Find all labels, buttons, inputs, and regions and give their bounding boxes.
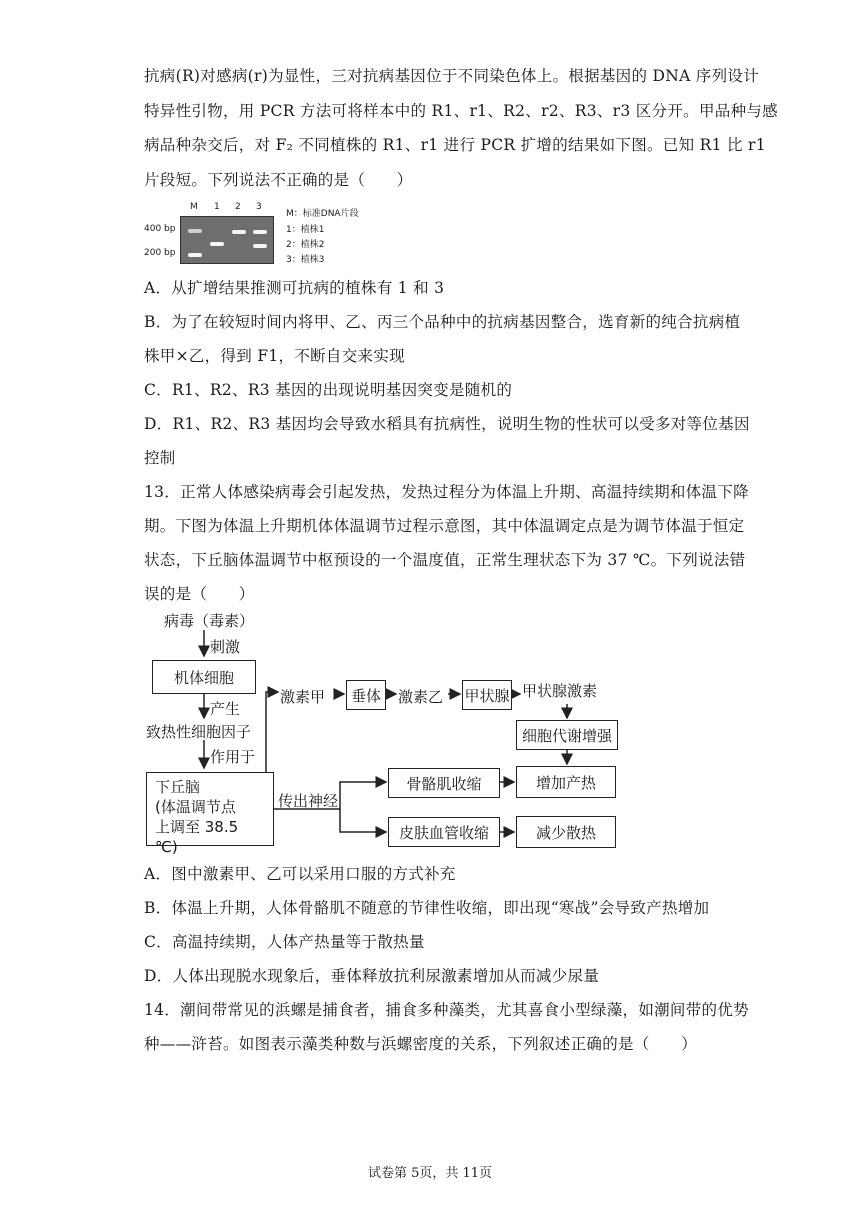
- stimulate-label: 刺激: [210, 638, 241, 656]
- q12-option-c: C．R1、R2、R3 基因的出现说明基因突变是随机的: [144, 381, 513, 399]
- q13-line-3: 状态，下丘脑体温调节中枢预设的一个温度值，正常生理状态下为 37 ℃。下列说法错: [144, 551, 746, 569]
- gel-figure: [144, 202, 384, 264]
- produce-label: 产生: [210, 700, 241, 718]
- acts-on-label: 作用于: [210, 748, 256, 766]
- thyroid-hormone-label: 甲状腺激素: [522, 682, 598, 700]
- legend-m: M：标准DNA片段: [286, 209, 359, 219]
- q13-option-d: D．人体出现脱水现象后，垂体释放抗利尿激素增加从而减少尿量: [144, 967, 600, 985]
- lane-label-3: 3: [256, 202, 262, 212]
- hypothalamus-line-3: 上调至 38.5 ℃): [155, 818, 239, 856]
- q14-line-2: 种——浒苔。如图表示藻类种数与浜螺密度的关系，下列叙述正确的是（ ）: [144, 1035, 698, 1053]
- q12-line-4: 片段短。下列说法不正确的是（ ）: [144, 171, 413, 189]
- hypothalamus-line-1: 下丘脑: [155, 778, 201, 796]
- band-lane1: [210, 242, 224, 246]
- q12-option-a: A．从扩增结果推测可抗病的植株有 1 和 3: [144, 279, 445, 297]
- q13-line-2: 期。下图为体温上升期机体体温调节过程示意图，其中体温调定点是为调节体温于恒定: [144, 517, 745, 535]
- q12-option-b: B．为了在较短时间内将甲、乙、丙三个品种中的抗病基因整合，选育新的纯合抗病植: [144, 313, 741, 331]
- heat-gain-box: 增加产热: [516, 766, 616, 798]
- q12-line-1: 抗病(R)对感病(r)为显性，三对抗病基因位于不同染色体上。根据基因的 DNA 序列设计: [144, 67, 760, 85]
- lane-label-2: 2: [235, 202, 241, 212]
- lane-label-m: M: [190, 202, 198, 212]
- legend-2: 2：植株2: [286, 240, 325, 250]
- pituitary-box: 垂体: [346, 680, 386, 710]
- metabolism-box: 细胞代谢增强: [516, 720, 618, 750]
- body-cell-box: 机体细胞: [152, 660, 256, 694]
- gel-image: [180, 216, 274, 264]
- band-m-400: [188, 229, 202, 233]
- q12-line-3: 病品种杂交后，对 F₂ 不同植株的 R1、r1 进行 PCR 扩增的结果如下图。已知 R1 比 r1: [144, 136, 766, 154]
- hormone-b-label: 激素乙: [398, 688, 444, 706]
- q12-option-d-cont: 控制: [144, 449, 176, 467]
- size-200bp: 200 bp: [144, 248, 176, 258]
- page-footer: 试卷第 5页，共 11页: [367, 1166, 493, 1181]
- q12-line-2: 特异性引物，用 PCR 方法可将样本中的 R1、r1、R2、r2、R3、r3 区分开。甲品种与感: [144, 102, 778, 120]
- hypothalamus-line-2: (体温调节点: [155, 798, 236, 816]
- q13-option-b: B．体温上升期，人体骨骼肌不随意的节律性收缩，即出现“寒战”会导致产热增加: [144, 899, 710, 917]
- efferent-nerve-label: 传出神经: [278, 792, 339, 810]
- q14-line-1: 14．潮间带常见的浜螺是捕食者，捕食多种藻类，尤其喜食小型绿藻，如潮间带的优势: [144, 1001, 749, 1019]
- q13-option-a: A．图中激素甲、乙可以采用口服的方式补充: [144, 865, 456, 883]
- pyrogen-label: 致热性细胞因子: [146, 723, 252, 741]
- q13-line-4: 误的是（ ）: [144, 585, 255, 603]
- thermoregulation-diagram: [140, 606, 640, 856]
- band-lane2: [232, 230, 246, 234]
- q12-option-b-cont: 株甲×乙，得到 F1，不断自交来实现: [144, 347, 405, 365]
- hormone-a-label: 激素甲: [280, 688, 326, 706]
- thyroid-box: 甲状腺: [462, 680, 512, 710]
- skin-box: 皮肤血管收缩: [388, 817, 500, 847]
- size-400bp: 400 bp: [144, 224, 176, 234]
- q13-line-1: 13．正常人体感染病毒会引起发热，发热过程分为体温上升期、高温持续期和体温下降: [144, 483, 749, 501]
- hypothalamus-box: [146, 772, 274, 856]
- lane-label-1: 1: [214, 202, 220, 212]
- band-lane3-lower: [253, 244, 267, 248]
- band-lane3-upper: [253, 230, 267, 234]
- q13-option-c: C．高温持续期，人体产热量等于散热量: [144, 933, 425, 951]
- legend-1: 1：植株1: [286, 225, 325, 235]
- heat-loss-box: 减少散热: [516, 816, 616, 848]
- q12-option-d: D．R1、R2、R3 基因均会导致水稻具有抗病性，说明生物的性状可以受多对等位基因: [144, 415, 750, 433]
- legend-3: 3：植株3: [286, 255, 325, 265]
- band-m-200: [188, 253, 202, 257]
- virus-label: 病毒（毒素）: [164, 612, 255, 630]
- muscle-box: 骨骼肌收缩: [388, 768, 500, 798]
